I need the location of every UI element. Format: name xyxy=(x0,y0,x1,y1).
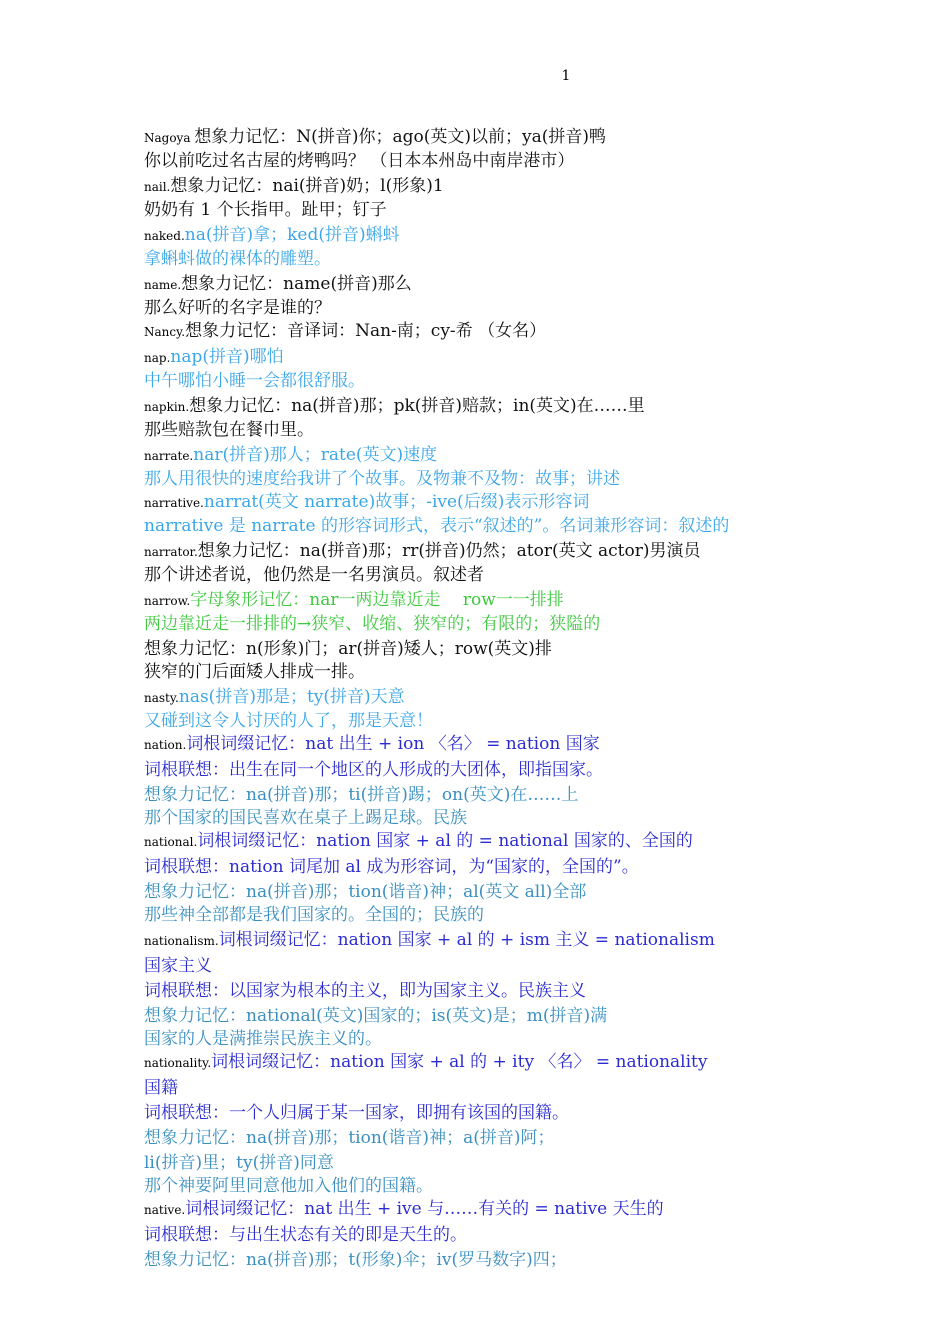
entry-line xyxy=(144,1051,834,1075)
entry-continuation-line xyxy=(144,980,834,1003)
entry-line xyxy=(144,686,834,710)
entry-continuation-line xyxy=(144,904,834,927)
headword: naked. xyxy=(144,229,185,243)
headword: native. xyxy=(144,1203,186,1217)
entry-text: 词根联想：nation 词尾加 al 成为形容词，为“国家的，全国的”。 xyxy=(144,857,639,877)
entry-text: 想象力记忆：national(英文)国家的；is(英文)是；m(拼音)满 xyxy=(144,1006,608,1026)
headword: narrow. xyxy=(144,594,191,608)
entry-text: 想象力记忆：N(拼音)你；ago(英文)以前；ya(拼音)鸭 xyxy=(194,127,606,147)
headword: nasty. xyxy=(144,691,179,705)
headword: nation. xyxy=(144,738,187,752)
entry-continuation-line xyxy=(144,468,834,491)
entry-text: nas(拼音)那是；ty(拼音)天意 xyxy=(178,687,405,707)
entry-continuation-line xyxy=(144,419,834,442)
entry-text: 那些赔款包在餐巾里。 xyxy=(144,420,314,440)
page-number: 1 xyxy=(561,68,571,84)
entry-continuation-line xyxy=(144,1127,834,1150)
entry-continuation-line xyxy=(144,807,834,830)
entry-continuation-line xyxy=(144,784,834,807)
entry-text: 拿蝌蚪做的裸体的雕塑。 xyxy=(144,249,331,269)
entry-text: 想象力记忆：na(拼音)那；rr(拼音)仍然；ator(英文 actor)男演员 xyxy=(197,541,701,561)
entry-continuation-line xyxy=(144,248,834,271)
headword: narrate. xyxy=(144,449,194,463)
headword: national. xyxy=(144,835,198,849)
entry-continuation-line xyxy=(144,1077,834,1100)
headword: Nancy. xyxy=(144,325,186,339)
entry-text: 那么好听的名字是谁的？ xyxy=(144,298,331,318)
entry-text: 那个神要阿里同意他加入他们的国籍。 xyxy=(144,1176,433,1196)
entry-text: 词根联想：与出生状态有关的即是天生的。 xyxy=(144,1225,467,1245)
entry-text: 那个讲述者说，他仍然是一名男演员。叙述者 xyxy=(144,565,484,585)
entry-continuation-line xyxy=(144,199,834,222)
entry-continuation-line xyxy=(144,150,834,173)
entry-line xyxy=(144,395,834,419)
entry-text: 想象力记忆：na(拼音)那；tion(谐音)神；al(英文 all)全部 xyxy=(144,882,587,902)
entry-continuation-line xyxy=(144,515,834,538)
entry-line xyxy=(144,1198,834,1222)
entry-text: 想象力记忆：na(拼音)那；t(形象)伞；iv(罗马数字)四； xyxy=(144,1250,567,1270)
entry-text: na(拼音)拿；ked(拼音)蝌蚪 xyxy=(184,225,400,245)
entry-text: 字母象形记忆：nar一两边靠近走 row一一排排 xyxy=(190,590,564,610)
entry-line xyxy=(144,126,834,150)
entry-text: nar(拼音)那人；rate(英文)速度 xyxy=(193,445,438,465)
entry-text: 词根词缀记忆：nation 国家 + al 的 = national 国家的、全国的 xyxy=(197,831,693,851)
headword: narrator. xyxy=(144,545,198,559)
entry-line xyxy=(144,929,834,953)
entry-text: 词根联想：以国家为根本的主义，即为国家主义。民族主义 xyxy=(144,981,586,1001)
entry-line xyxy=(144,540,834,564)
entry-line xyxy=(144,320,834,344)
entry-continuation-line xyxy=(144,370,834,393)
entry-text: 两边靠近走一排排的→狭窄、收缩、狭窄的；有限的；狭隘的 xyxy=(144,614,601,634)
entry-line xyxy=(144,224,834,248)
entry-text: 国家的人是满推崇民族主义的。 xyxy=(144,1029,382,1049)
headword: narrative. xyxy=(144,496,204,510)
headword: name. xyxy=(144,278,182,292)
entry-continuation-line xyxy=(144,759,834,782)
entry-line xyxy=(144,444,834,468)
entry-text: 想象力记忆：name(拼音)那么 xyxy=(181,274,412,294)
entry-text: 想象力记忆：na(拼音)那；tion(谐音)神；a(拼音)阿； xyxy=(144,1128,555,1148)
entry-text: 词根联想：出生在同一个地区的人形成的大团体，即指国家。 xyxy=(144,760,603,780)
entry-continuation-line xyxy=(144,1175,834,1198)
entry-text: 中午哪怕小睡一会都很舒服。 xyxy=(144,371,365,391)
entry-text: 词根词缀记忆：nat 出生 + ion 〈名〉 = nation 国家 xyxy=(186,734,600,754)
entry-continuation-line xyxy=(144,955,834,978)
entry-text: 奶奶有 1 个长指甲。趾甲；钉子 xyxy=(144,200,387,220)
entry-text: li(拼音)里；ty(拼音)同意 xyxy=(144,1153,334,1173)
entry-text: 那人用很快的速度给我讲了个故事。及物兼不及物：故事；讲述 xyxy=(144,469,620,489)
entry-continuation-line xyxy=(144,1249,834,1272)
headword: nail. xyxy=(144,180,171,194)
entry-text: 想象力记忆：na(拼音)那；ti(拼音)踢；on(英文)在……上 xyxy=(144,785,579,805)
entry-text: 你以前吃过名古屋的烤鸭吗？ （日本本州岛中南岸港市） xyxy=(144,151,575,171)
entry-continuation-line xyxy=(144,1102,834,1125)
entry-line xyxy=(144,733,834,757)
entry-text: 狭窄的门后面矮人排成一排。 xyxy=(144,662,365,682)
entry-line xyxy=(144,273,834,297)
entry-continuation-line xyxy=(144,613,834,636)
vocabulary-entries xyxy=(144,124,834,1272)
entry-continuation-line xyxy=(144,856,834,879)
entry-continuation-line xyxy=(144,564,834,587)
entry-text: 想象力记忆：音译词：Nan-南；cy-希 （女名） xyxy=(185,321,547,341)
entry-text: narrat(英文 narrate)故事；-ive(后缀)表示形容词 xyxy=(203,492,590,512)
headword: nap. xyxy=(144,351,171,365)
entry-line xyxy=(144,346,834,370)
entry-continuation-line xyxy=(144,661,834,684)
entry-continuation-line xyxy=(144,1224,834,1247)
entry-text: 词根词缀记忆：nation 国家 + al 的 + ism 主义 = nationalism xyxy=(218,930,715,950)
entry-line xyxy=(144,491,834,515)
headword: nationalism. xyxy=(144,934,219,948)
entry-continuation-line xyxy=(144,1005,834,1028)
entry-line xyxy=(144,589,834,613)
entry-continuation-line xyxy=(144,297,834,320)
entry-continuation-line xyxy=(144,710,834,733)
entry-continuation-line xyxy=(144,1152,834,1175)
entry-text: 想象力记忆：na(拼音)那；pk(拼音)赔款；in(英文)在……里 xyxy=(189,396,645,416)
entry-text: 想象力记忆：nai(拼音)奶；l(形象)1 xyxy=(170,176,444,196)
entry-text: 词根词缀记忆：nation 国家 + al 的 + ity 〈名〉 = nationality xyxy=(211,1052,708,1072)
entry-text: 又碰到这令人讨厌的人了，那是天意！ xyxy=(144,711,433,731)
entry-continuation-line xyxy=(144,1028,834,1051)
entry-text: 词根联想：一个人归属于某一国家，即拥有该国的国籍。 xyxy=(144,1103,569,1123)
entry-text: 词根词缀记忆：nat 出生 + ive 与……有关的 = native 天生的 xyxy=(185,1199,664,1219)
entry-continuation-line xyxy=(144,881,834,904)
headword: Nagoya xyxy=(144,131,195,145)
entry-line xyxy=(144,830,834,854)
entry-line xyxy=(144,175,834,199)
entry-text: 那个国家的国民喜欢在桌子上踢足球。民族 xyxy=(144,808,467,828)
entry-continuation-line xyxy=(144,638,834,661)
entry-text: 国家主义 xyxy=(144,956,212,976)
entry-text: 想象力记忆：n(形象)门；ar(拼音)矮人；row(英文)排 xyxy=(144,639,552,659)
entry-text: narrative 是 narrate 的形容词形式，表示“叙述的”。名词兼形容词：叙述的 xyxy=(144,516,730,536)
headword: nationality. xyxy=(144,1056,212,1070)
entry-text: 国籍 xyxy=(144,1078,178,1098)
headword: napkin. xyxy=(144,400,190,414)
entry-text: 那些神全部都是我们国家的。全国的；民族的 xyxy=(144,905,484,925)
entry-text: nap(拼音)哪怕 xyxy=(170,347,284,367)
